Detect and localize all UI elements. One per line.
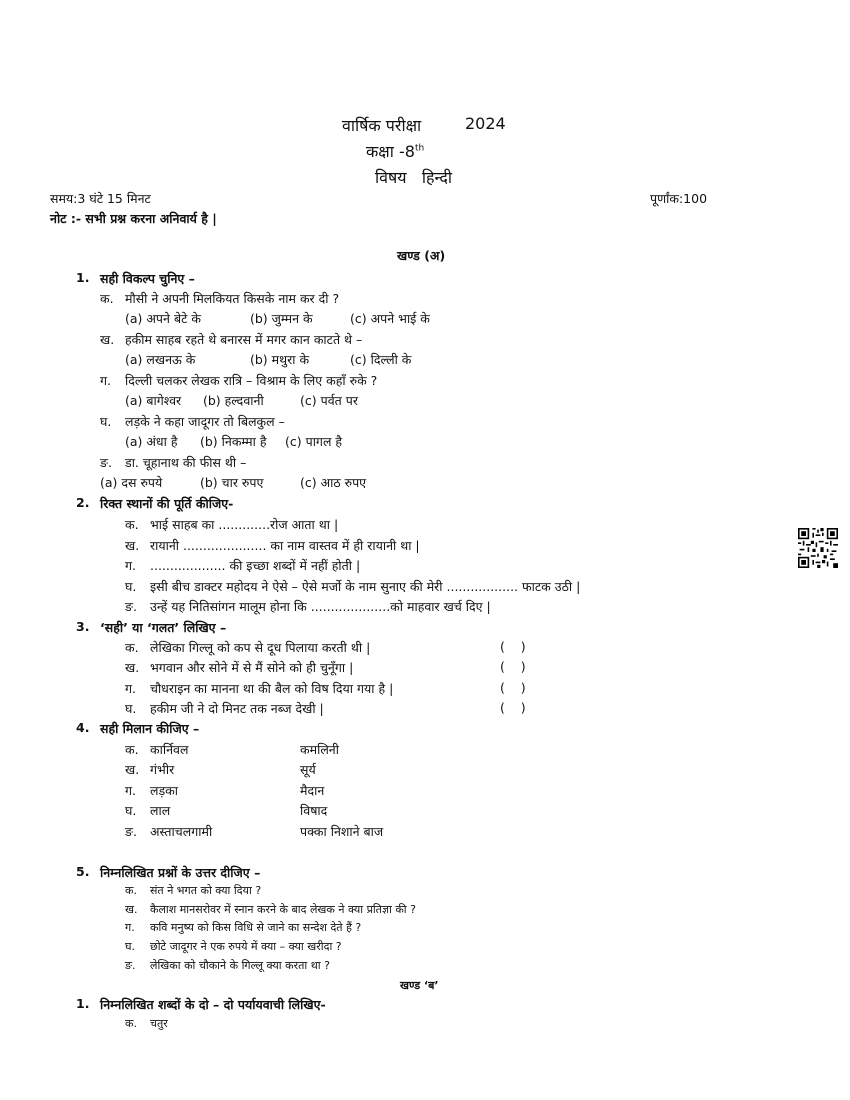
q5-item-text: छोटे जादूगर ने एक रुपये में क्या – क्या खरीदा ?	[150, 940, 342, 953]
q4-title: सही मिलान कीजिए –	[100, 721, 200, 736]
q3-title: ‘सही’ या ‘गलत’ लिखिए –	[100, 620, 227, 635]
q4-left-word: गंभीर	[150, 762, 175, 777]
q5-item-label: क.	[125, 884, 137, 897]
section-b-item-label: क.	[125, 1017, 137, 1030]
section-b-q1-number: 1.	[76, 996, 90, 1011]
q1-item-label: ख.	[100, 332, 115, 347]
exam-year: 2024	[465, 114, 506, 133]
q1-item-label: क.	[100, 291, 114, 306]
q4-left-word: लड़का	[150, 783, 179, 798]
q1-item-text: डा. चूहानाथ की फीस थी –	[125, 455, 247, 470]
q5-item-text: कैलाश मानसरोवर में स्नान करने के बाद लेखक ने क्या प्रतिज्ञा की ?	[150, 903, 416, 916]
q3-item-text: हकीम जी ने दो मिनट तक नब्ज देखी |	[150, 701, 324, 716]
q1-option: (b) मथुरा के	[250, 352, 310, 367]
q2-item-text: ................... की इच्छा शब्दों में नहीं होती |	[150, 558, 361, 573]
q5-item-label: ग.	[125, 921, 135, 934]
q1-option: (a) अपने बेटे के	[125, 311, 201, 326]
q4-right-word: पक्का निशाने बाज	[300, 824, 384, 839]
answer-bracket: ( )	[500, 700, 526, 715]
q4-right-word: कमलिनी	[300, 742, 339, 757]
q2-title: रिक्त स्थानों की पूर्ति कीजिए-	[100, 496, 234, 511]
q4-right-word: मैदान	[300, 783, 325, 798]
q4-right-word: विषाद	[300, 803, 328, 818]
q3-item-label: ग.	[125, 681, 137, 696]
time-label: समय:3 घंटे 15 मिनट	[50, 191, 151, 206]
q5-item-text: लेखिका को चौकाने के गिल्लू क्या करता था ?	[150, 959, 330, 972]
q4-left-word: अस्ताचलगामी	[150, 824, 213, 839]
q1-option: (c) आठ रुपए	[300, 475, 367, 490]
q5-item-text: संत ने भगत को क्या दिया ?	[150, 884, 262, 897]
q1-option: (a) दस रुपये	[100, 475, 163, 490]
q5-item-label: घ.	[125, 940, 135, 953]
q1-option: (b) हल्दवानी	[203, 393, 264, 408]
q3-item-text: भगवान और सोने में से मैं सोने को ही चुनूँगा |	[150, 660, 354, 675]
q1-item-label: घ.	[100, 414, 112, 429]
q1-option: (c) पर्वत पर	[300, 393, 358, 408]
q4-row-label: ङ.	[125, 824, 137, 839]
note-label: नोट :- सभी प्रश्न करना अनिवार्य है |	[50, 211, 217, 226]
q4-row-label: क.	[125, 742, 139, 757]
marks-label: पूर्णांक:100	[650, 191, 708, 206]
q4-row-label: घ.	[125, 803, 137, 818]
q2-item-label: क.	[125, 517, 139, 532]
q4-left-word: कार्निवल	[150, 742, 189, 757]
q3-item-label: क.	[125, 640, 139, 655]
q1-item-label: ङ.	[100, 455, 112, 470]
q1-option: (c) अपने भाई के	[350, 311, 430, 326]
q5-item-label: ख.	[125, 903, 138, 916]
q3-item-label: घ.	[125, 701, 137, 716]
exam-title: वार्षिक परीक्षा	[342, 116, 422, 135]
q5-title: निम्नलिखित प्रश्नों के उत्तर दीजिए –	[100, 865, 261, 880]
q1-option: (b) निकम्मा है	[200, 434, 267, 449]
q4-number: 4.	[76, 720, 90, 735]
q4-right-word: सूर्य	[300, 762, 316, 777]
q2-item-label: घ.	[125, 579, 137, 594]
section-b-title: खण्ड ‘ब’	[400, 979, 439, 992]
q1-option: (c) दिल्ली के	[350, 352, 412, 367]
q4-row-label: ग.	[125, 783, 137, 798]
q2-item-text: भाई साहब का .............रोज आता था |	[150, 517, 339, 532]
q2-item-label: ङ.	[125, 599, 137, 614]
q1-option: (c) पागल है	[285, 434, 343, 449]
q5-item-label: ङ.	[125, 959, 136, 972]
q2-item-label: ख.	[125, 538, 140, 553]
class-label: कक्षा -8th	[366, 142, 425, 161]
q5-number: 5.	[76, 864, 90, 879]
q3-item-text: लेखिका गिल्लू को कप से दूध पिलाया करती थी |	[150, 640, 371, 655]
q3-item-label: ख.	[125, 660, 140, 675]
q1-option: (a) बागेश्वर	[125, 393, 182, 408]
answer-bracket: ( )	[500, 680, 526, 695]
q1-option: (b) चार रुपए	[200, 475, 264, 490]
section-a-title: खण्ड (अ)	[397, 248, 446, 263]
subject-label: विषय हिन्दी	[375, 168, 453, 187]
q1-item-text: मौसी ने अपनी मिलकियत किसके नाम कर दी ?	[125, 291, 340, 306]
q1-item-text: लड़के ने कहा जादूगर तो बिलकुल –	[125, 414, 285, 429]
q1-option: (a) लखनऊ के	[125, 352, 196, 367]
q2-item-text: इसी बीच डाक्टर महोदय ने ऐसे – ऐसे मर्जो के नाम सुनाए की मेरी .................. फाटक उठी |	[150, 579, 581, 594]
q1-option: (a) अंधा है	[125, 434, 178, 449]
answer-bracket: ( )	[500, 659, 526, 674]
q3-item-text: चौधराइन का मानना था की बैल को विष दिया गया है |	[150, 681, 394, 696]
q1-item-label: ग.	[100, 373, 112, 388]
q1-option: (b) जुम्मन के	[250, 311, 313, 326]
q4-row-label: ख.	[125, 762, 140, 777]
q1-item-text: हकीम साहब रहते थे बनारस में मगर कान काटते थे –	[125, 332, 363, 347]
qr-code-icon	[798, 528, 838, 568]
q1-title: सही विकल्प चुनिए –	[100, 271, 195, 286]
answer-bracket: ( )	[500, 639, 526, 654]
q5-item-text: कवि मनुष्य को किस विधि से जाने का सन्देश देते हैं ?	[150, 921, 362, 934]
section-b-item-text: चतुर	[150, 1017, 168, 1030]
q2-item-label: ग.	[125, 558, 137, 573]
q2-item-text: उन्हें यह नितिसांगन मालूम होना कि ....................को माहवार खर्च दिए |	[150, 599, 491, 614]
section-b-q1-title: निम्नलिखित शब्दों के दो – दो पर्यायवाची लिखिए-	[100, 997, 326, 1012]
q4-left-word: लाल	[150, 803, 171, 818]
q3-number: 3.	[76, 619, 90, 634]
q1-item-text: दिल्ली चलकर लेखक रात्रि – विश्राम के लिए कहाँ रुके ?	[125, 373, 378, 388]
q1-number: 1.	[76, 270, 90, 285]
q2-number: 2.	[76, 495, 90, 510]
q2-item-text: रायानी ..................... का नाम वास्तव में ही रायानी था |	[150, 538, 420, 553]
